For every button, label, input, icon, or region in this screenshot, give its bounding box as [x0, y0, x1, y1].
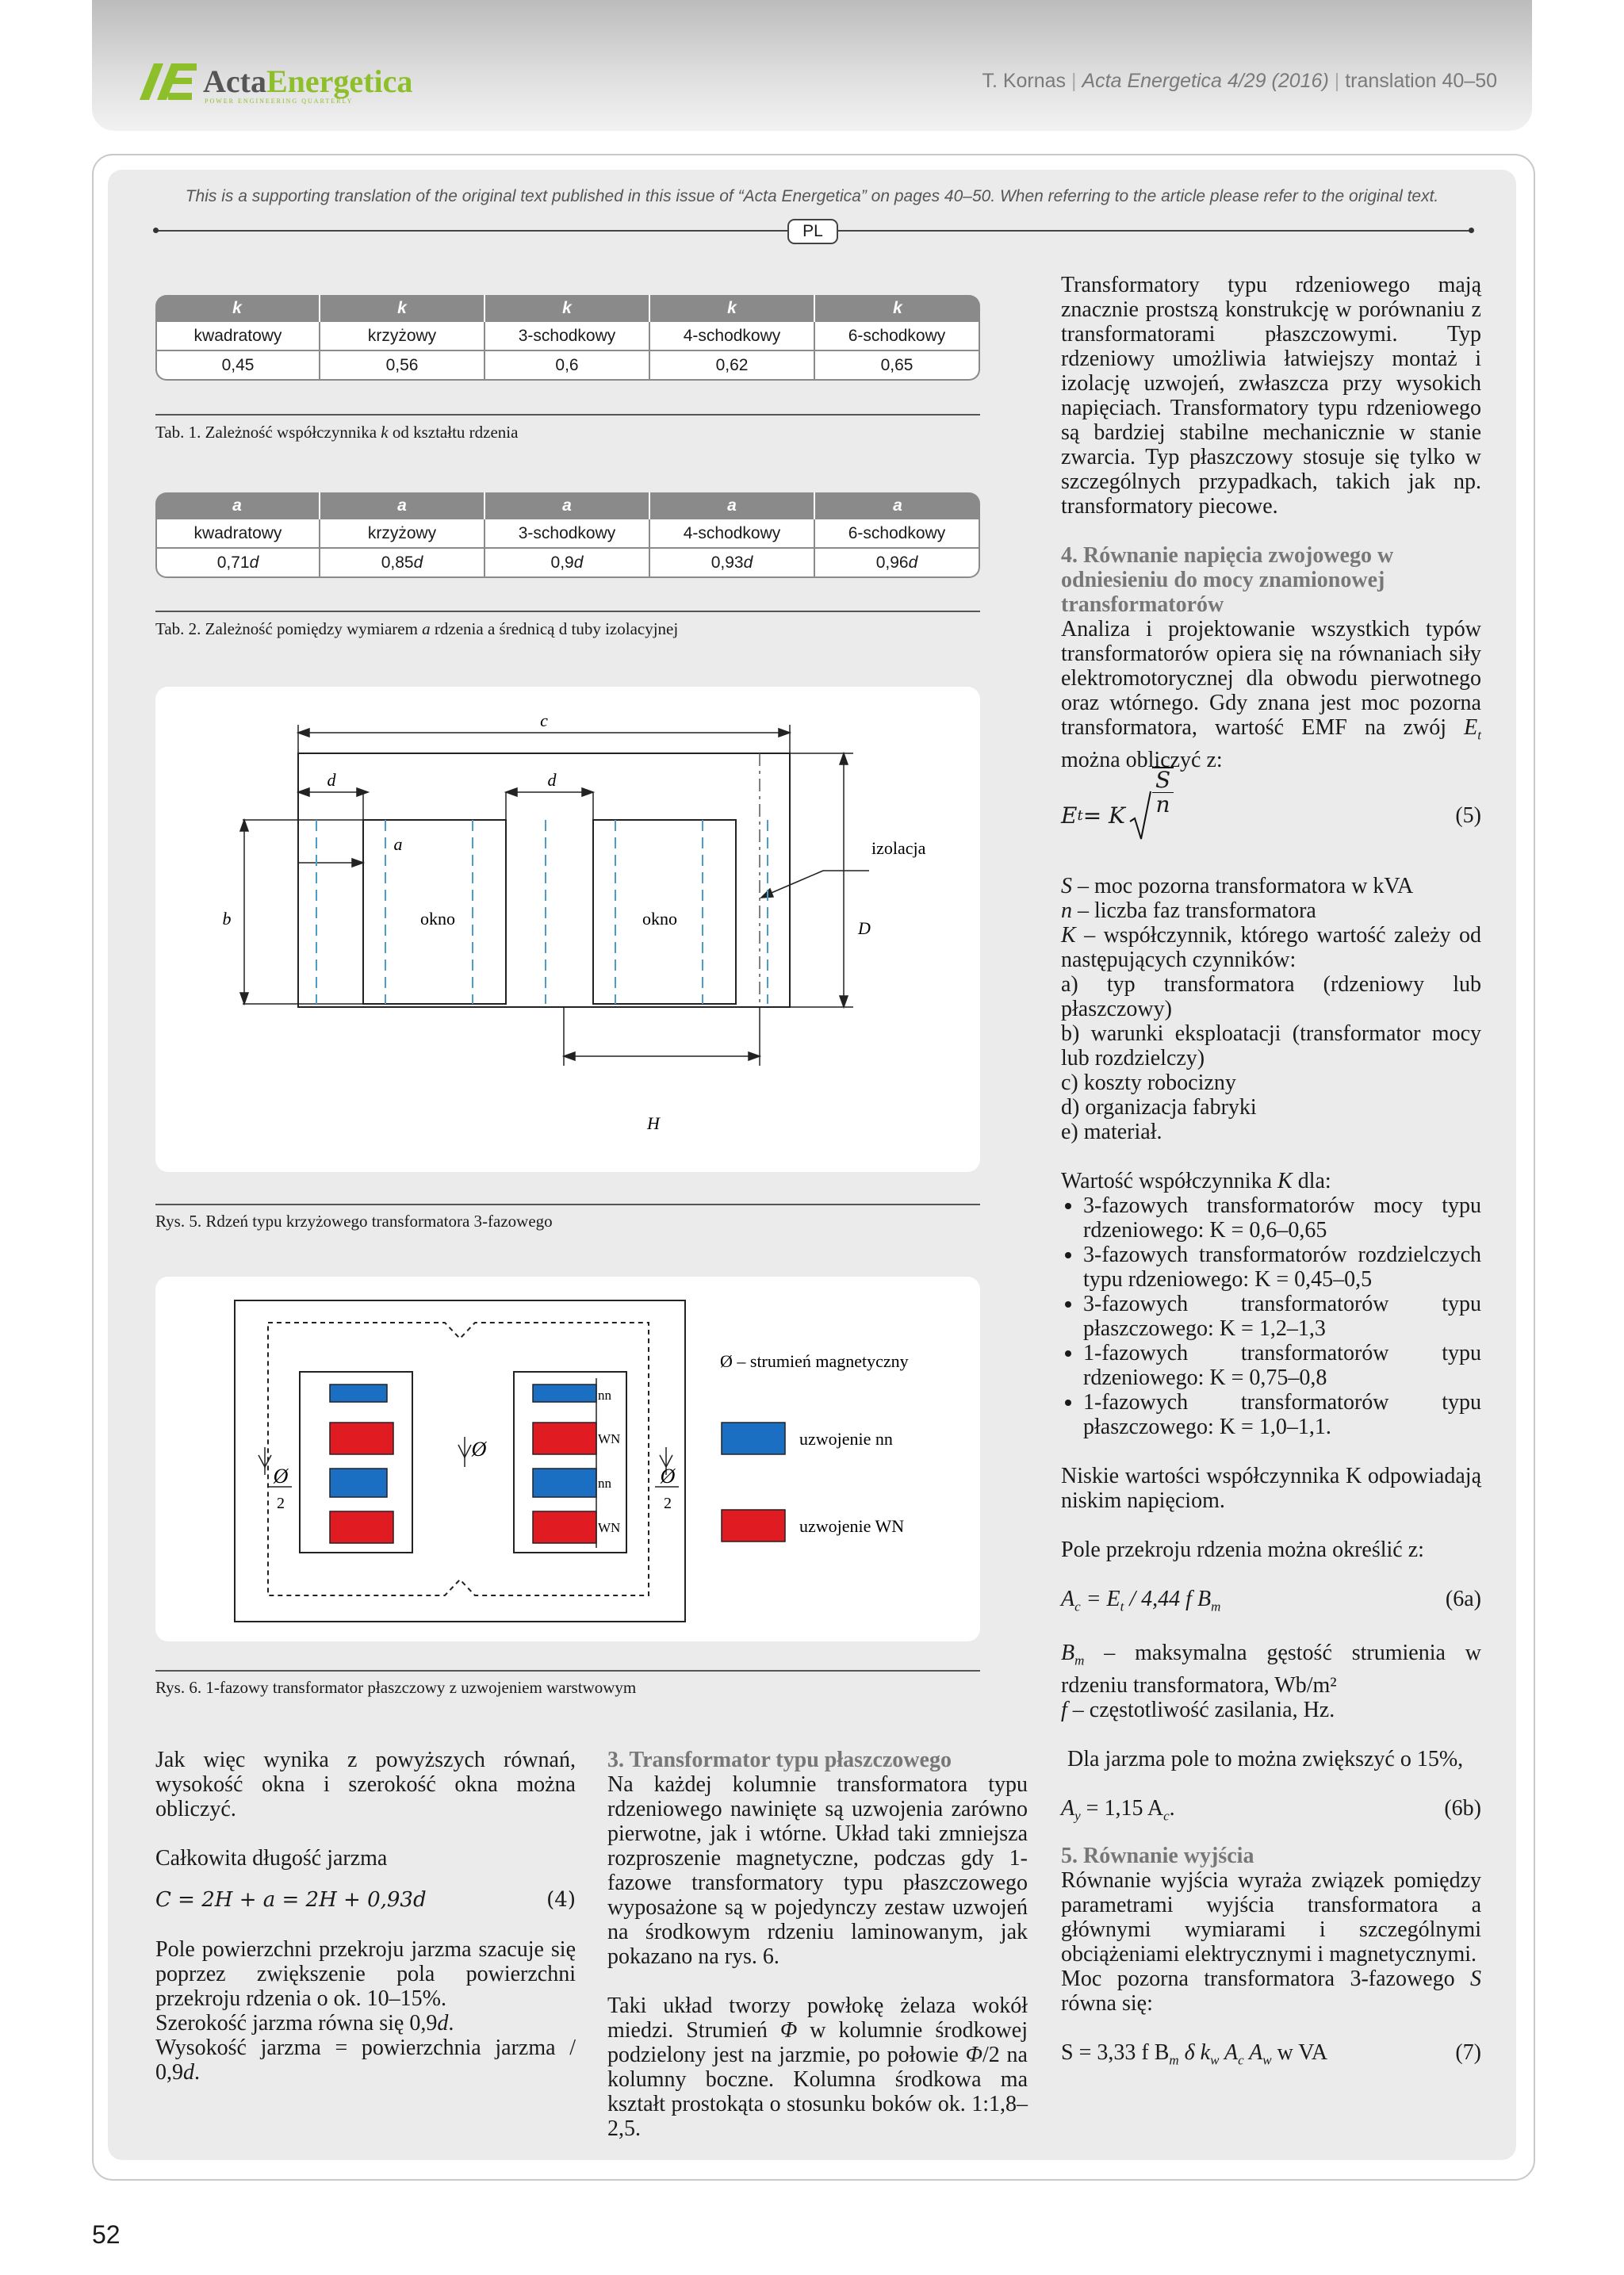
- definition: $B_m$ – maksymalna gęstość strumienia w rdzeniu transformatora, Wb/m²: [1061, 1641, 1481, 1698]
- list-item: d) organizacja fabryki: [1061, 1094, 1257, 1120]
- table-cell: 3-schodkowy: [485, 322, 650, 351]
- table-cell: kwadratowy: [155, 519, 320, 549]
- table-cell: 0,56: [320, 351, 485, 381]
- logo-energetica: Energetica: [266, 63, 413, 99]
- label-d2: d: [547, 770, 557, 790]
- list-item: b) warunki eksploatacji (transformator mocy lub rozdzielczy): [1061, 1021, 1481, 1070]
- table-cell: 0,96d: [815, 549, 980, 578]
- table-cell: 3-schodkowy: [485, 519, 650, 549]
- wn-winding-right-1: [533, 1423, 596, 1454]
- sqrt-sign: [1128, 790, 1152, 842]
- table-cell: 4-schodkowy: [650, 519, 815, 549]
- section-heading: 5. Równanie wyjścia: [1061, 1844, 1254, 1869]
- table-cell: 0,93d: [650, 549, 815, 578]
- table-cell: 0,9d: [485, 549, 650, 578]
- wn-winding-right-2: [533, 1511, 596, 1543]
- cross-core-diagram: [155, 687, 980, 1172]
- table-header-cell: k: [650, 295, 815, 322]
- nn-winding-left-2: [330, 1469, 387, 1497]
- table-header-cell: k: [815, 295, 980, 322]
- equation-5: E t = K S n (5): [1061, 790, 1481, 842]
- logo-tagline: POWER ENGINEERING QUARTERLY: [205, 98, 354, 105]
- divider-dot-right: [1469, 228, 1474, 233]
- legend-nn: uzwojenie nn: [799, 1429, 893, 1449]
- figure-6-caption: Rys. 6. 1-fazowy transformator płaszczowy z uzwojeniem warstwowym: [155, 1678, 637, 1697]
- right-column: [1061, 273, 1481, 2073]
- table-cell: krzyżowy: [320, 322, 485, 351]
- list-item: e) materiał.: [1061, 1119, 1162, 1144]
- wn-winding-left-1: [330, 1423, 393, 1454]
- language-badge: PL: [787, 219, 838, 244]
- legend-wn-swatch: [722, 1510, 785, 1542]
- paragraph: Pole przekroju rdzenia można określić z:: [1061, 1537, 1424, 1562]
- list-item: • 1-fazowych transformatorów typu rdzeniowego: K = 0,75–0,8: [1083, 1341, 1481, 1390]
- table-cell: kwadratowy: [155, 322, 320, 351]
- left-column: [155, 1748, 576, 2085]
- label-d1: d: [327, 770, 336, 790]
- header-translation: translation 40–50: [1345, 70, 1497, 92]
- nn-winding-right-1: [533, 1385, 596, 1402]
- k-values-list: [1061, 1193, 1481, 1439]
- shell-core-outline: [235, 1300, 685, 1622]
- section-heading: 3. Transformator typu płaszczowego: [607, 1748, 952, 1772]
- header-author: T. Kornas: [982, 70, 1067, 92]
- paragraph: Taki układ tworzy powłokę żelaza wokół miedzi. Strumień Φ w kolumnie środkowej podzielony jest na jarzmie, po połowie Φ/2 na kolumny boczne. Kolumna środkowa ma kształt prostokąta o stosunku boków ok. 1:1,8–2,5.: [607, 1993, 1028, 2141]
- figure-5-panel: [155, 687, 980, 1172]
- list-item: • 3-fazowych transformatorów rozdzielczych typu rdzeniowego: K = 0,45–0,5: [1083, 1243, 1481, 1292]
- table1-caption: Tab. 1. Zależność współczynnika k od kształtu rdzenia: [155, 423, 519, 442]
- figure-5-caption: Rys. 5. Rdzeń typu krzyżowego transformatora 3-fazowego: [155, 1212, 553, 1231]
- label-H: H: [647, 1113, 660, 1133]
- list-item: c) koszty robocizny: [1061, 1070, 1236, 1095]
- definition: n – liczba faz transformatora: [1061, 898, 1316, 923]
- running-header: T. Kornas | Acta Energetica 4/29 (2016) | translation 40–50: [982, 70, 1497, 92]
- table-cell: 0,65: [815, 351, 980, 381]
- table-header-cell: a: [155, 492, 320, 519]
- caption-rule: [155, 414, 980, 416]
- paragraph: Niskie wartości współczynnika K odpowiadają niskim napięciom.: [1061, 1463, 1481, 1513]
- table-cell: 0,45: [155, 351, 320, 381]
- list-item: • 3-fazowych transformatorów mocy typu rdzeniowego: K = 0,6–0,65: [1083, 1193, 1481, 1243]
- equation-4: C = 2H + a = 2H + 0,93d (4): [155, 1888, 576, 1912]
- table-k-coefficient: [155, 295, 980, 381]
- table-cell: 0,62: [650, 351, 815, 381]
- paragraph: Wartość współczynnika K dla:: [1061, 1168, 1331, 1193]
- window-1-label: okno: [420, 909, 455, 929]
- label-D: D: [858, 918, 871, 938]
- phi-center: Ø: [471, 1438, 487, 1461]
- nn-winding-left-1: [330, 1385, 387, 1402]
- caption-rule: [155, 1670, 980, 1672]
- paragraph: Całkowita długość jarzma: [155, 1846, 388, 1871]
- table-cell: 0,71d: [155, 549, 320, 578]
- legend-nn-swatch: [722, 1423, 785, 1454]
- nn-winding-right-2: [533, 1469, 596, 1497]
- table-cell: krzyżowy: [320, 519, 485, 549]
- table2-caption: Tab. 2. Zależność pomiędzy wymiarem a rdzenia a średnicą d tuby izolacyjnej: [155, 619, 679, 638]
- list-item: • 1-fazowych transformatorów typu płaszczowego: K = 1,0–1,1.: [1083, 1390, 1481, 1439]
- list-item: a) typ transformatora (rdzeniowy lub płaszczowy): [1061, 971, 1481, 1021]
- definition: K – współczynnik, którego wartość zależy od następujących czynników:: [1061, 922, 1481, 972]
- paragraph: Pole powierzchni przekroju jarzma szacuje się poprzez zwiększenie pola powierzchni przekroju rdzenia o ok. 10–15%.: [155, 1937, 576, 2011]
- equation-7: S = 3,33 f $B_m$ δ $k_w$ $A_c$ $A_w$ w VA (7): [1061, 2040, 1481, 2068]
- legend-wn: uzwojenie WN: [799, 1516, 905, 1536]
- window-2-label: okno: [642, 909, 677, 929]
- logo-mark: [140, 59, 473, 106]
- header-journal: Acta Energetica 4/29 (2016): [1082, 70, 1329, 92]
- half-left: 2: [277, 1495, 285, 1512]
- phi-right: Ø: [660, 1465, 676, 1488]
- table-header-cell: a: [650, 492, 815, 519]
- wn-winding-left-2: [330, 1511, 393, 1543]
- table-a-dimension: [155, 492, 980, 578]
- shell-transformer-diagram: [155, 1277, 980, 1641]
- paragraph: Równanie wyjścia wyraża związek pomiędzy parametrami wyjścia transformatora a głównymi wymiarami i szczególnymi obciążeniami elektrycznymi i magnetycznymi.: [1061, 1868, 1481, 1967]
- caption-rule: [155, 611, 980, 612]
- table-header-cell: k: [320, 295, 485, 322]
- table-header-cell: k: [155, 295, 320, 322]
- table-cell: 6-schodkowy: [815, 519, 980, 549]
- paragraph: Transformatory typu rdzeniowego mają znacznie prostszą konstrukcję w porównaniu z transformatorami płaszczowymi. Typ rdzeniowy umożliwia łatwiejszy montaż i izolację uzwojeń, zwłaszcza przy wysokich napięciach. Transformatory typu rdzeniowego są bardziej stabilne mechanicznie w stanie zwarcia. Typ płaszczowy stosuje się tylko w szczególnych przypadkach, takich jak np. transformatory piecowe.: [1061, 273, 1481, 519]
- table-header-cell: a: [485, 492, 650, 519]
- label-a: a: [393, 834, 403, 854]
- figure-6-panel: [155, 1277, 980, 1641]
- half-right: 2: [664, 1495, 672, 1512]
- list-item: • 3-fazowych transformatorów typu płaszczowego: K = 1,2–1,3: [1083, 1292, 1481, 1341]
- core-outline: [298, 753, 790, 1007]
- paragraph: Szerokość jarzma równa się 0,9d.: [155, 2011, 454, 2036]
- paragraph: Na każdej kolumnie transformatora typu rdzeniowego nawinięte są uzwojenia zarówno pierwotne, jak i wtórne. Układ taki zmniejsza rozproszenie magnetyczne, podczas gdy 1-fazowe transformatory typu płaszczowego wyposażone są w pojedynczy zestaw uzwojeń na środkowym rdzeniu laminowanym, jak pokazano na rys. 6.: [607, 1772, 1028, 1969]
- table-header-cell: a: [320, 492, 485, 519]
- legend-flux: Ø – strumień magnetyczny: [720, 1351, 909, 1371]
- table-header-cell: a: [815, 492, 980, 519]
- paragraph: Dla jarzma pole to można zwiększyć o 15%,: [1067, 1746, 1464, 1771]
- page-number: 52: [92, 2220, 121, 2249]
- label-wn-2: WN: [598, 1520, 621, 1535]
- label-nn-1: nn: [598, 1388, 611, 1403]
- label-wn-1: WN: [598, 1431, 621, 1446]
- equation-6b: $A_y = 1,15$ $A_c$. (6b): [1061, 1795, 1481, 1824]
- divider-dot-left: [153, 228, 159, 233]
- table-cell: 0,85d: [320, 549, 485, 578]
- paragraph: Moc pozorna transformatora 3-fazowego S równa się:: [1061, 1967, 1481, 2016]
- insulation-label: izolacja: [871, 838, 926, 858]
- section-heading: 4. Równanie napięcia zwojowego w odniesieniu do mocy znamionowej transformatorów: [1061, 543, 1394, 617]
- factor-list: [1061, 972, 1481, 1144]
- definition: f – częstotliwość zasilania, Hz.: [1061, 1697, 1335, 1722]
- table-cell: 4-schodkowy: [650, 322, 815, 351]
- translation-note: This is a supporting translation of the original text published in this issue of “Acta Energetica” on pages 40–50. When referring to the article please refer to the original text.: [185, 187, 1439, 205]
- definition: S – moc pozorna transformatora w kVA: [1061, 873, 1414, 898]
- table-header-cell: k: [485, 295, 650, 322]
- label-c: c: [540, 710, 548, 730]
- equation-6a: $A_c = E_t / 4,44$ f $B_m$ (6a): [1061, 1586, 1481, 1614]
- label-b: b: [222, 909, 232, 929]
- paragraph: Wysokość jarzma = powierzchnia jarzma / 0,9d.: [155, 2036, 576, 2085]
- phi-left: Ø: [273, 1465, 289, 1488]
- middle-column: [607, 1748, 1028, 2141]
- table-cell: 0,6: [485, 351, 650, 381]
- caption-rule: [155, 1204, 980, 1205]
- table-cell: 6-schodkowy: [815, 322, 980, 351]
- label-nn-2: nn: [598, 1476, 611, 1491]
- logo-acta: Acta: [203, 63, 266, 99]
- paragraph: Jak więc wynika z powyższych równań, wysokość okna i szerokość okna można obliczyć.: [155, 1748, 576, 1821]
- journal-logo: [140, 59, 473, 106]
- paragraph: Analiza i projektowanie wszystkich typów transformatorów opiera się na równaniach siły elektromotorycznej dla obwodu pierwotnego oraz wtórnego. Gdy znana jest moc pozorna transformatora, wartość EMF na zwój $E_t$ można obliczyć z:: [1061, 617, 1481, 772]
